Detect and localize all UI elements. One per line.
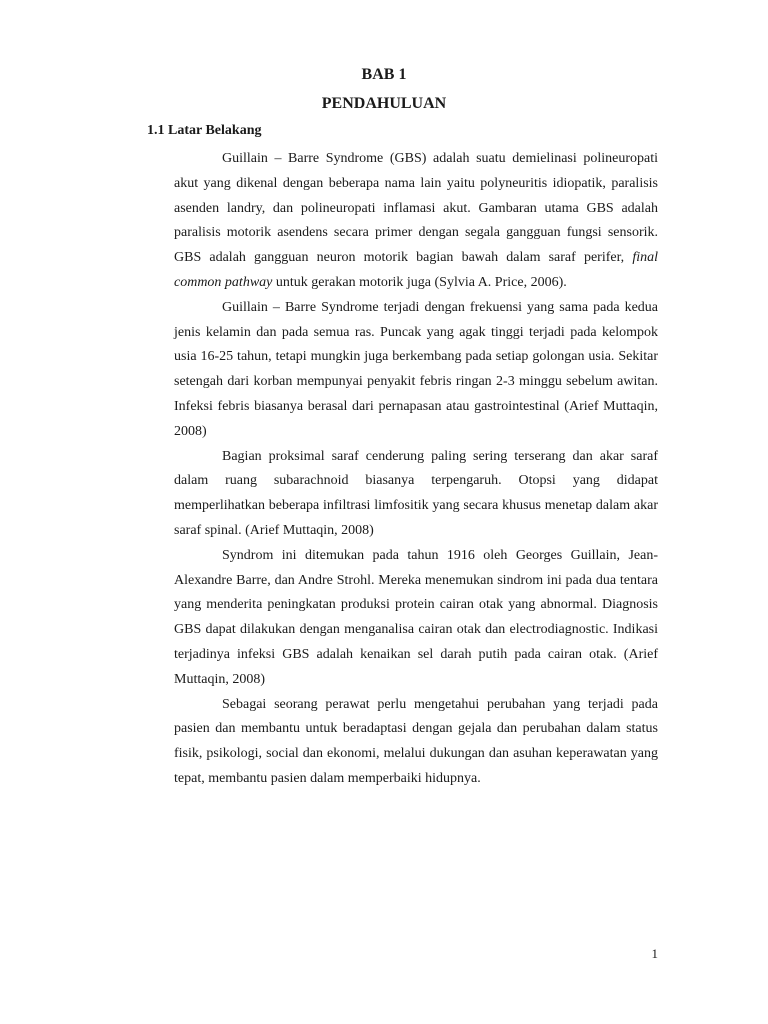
paragraph-4: Syndrom ini ditemukan pada tahun 1916 oleh Georges Guillain, Jean-Alexandre Barre, dan Andre Strohl. Mereka menemukan sindrom ini pada dua tentara yang menderita peningkatan produksi protein cairan otak yang abnormal. Diagnosis GBS dapat dilakukan dengan menganalisa cairan otak dan electrodiagnostic. Indikasi terjadinya infeksi GBS adalah kenaikan sel darah putih pada cairan otak. (Arief Muttaqin, 2008) [174,547,658,687]
paragraph-1-italic-term: final common pathway [174,250,658,290]
paragraph-3: Bagian proksimal saraf cenderung paling sering terserang dan akar saraf dalam ruang subarachnoid biasanya terpengaruh. Otopsi yang didapat memperlihatkan beberapa infiltrasi limfositik yang secara khusus menetap dalam akar saraf spinal. (Arief Muttaqin, 2008) [174,448,658,538]
paragraph-1-text: Guillain – Barre Syndrome (GBS) adalah suatu demielinasi polineuropati akut yang dikenal dengan beberapa nama lain yaitu polyneuritis idiopatik, paralisis asenden landry, dan polineuropati inflamasi akut. Gambaran utama GBS adalah paralisis motorik asendens secara primer dengan segala gangguan fungsi sensorik. GBS adalah gangguan neuron motorik bagian bawah dalam saraf perifer, [174,151,658,266]
paragraph-5: Sebagai seorang perawat perlu mengetahui perubahan yang terjadi pada pasien dan membantu untuk beradaptasi dengan gejala dan perubahan dalam status fisik, psikologi, social dan ekonomi, melalui dukungan dan asuhan keperawatan yang tepat, membantu pasien dalam memperbaiki hidupnya. [174,696,658,786]
section-heading: 1.1 Latar Belakang [147,123,262,138]
body-text [174,147,658,792]
chapter-number: BAB 1 [361,66,407,83]
paragraph-1-text-end: untuk gerakan motorik juga (Sylvia A. Price, 2006). [272,274,567,290]
page-number: 1 [651,946,658,961]
chapter-title: PENDAHULUAN [321,95,447,112]
paragraph-1 [174,147,658,296]
paragraph-2: Guillain – Barre Syndrome terjadi dengan frekuensi yang sama pada kedua jenis kelamin dan pada semua ras. Puncak yang agak tinggi terjadi pada kelompok usia 16-25 tahun, tetapi mungkin juga berkembang pada setiap golongan usia. Sekitar setengah dari korban mempunyai penyakit febris ringan 2-3 minggu sebelum awitan. Infeksi febris biasanya berasal dari pernapasan atau gastrointestinal (Arief Muttaqin, 2008) [174,299,658,439]
